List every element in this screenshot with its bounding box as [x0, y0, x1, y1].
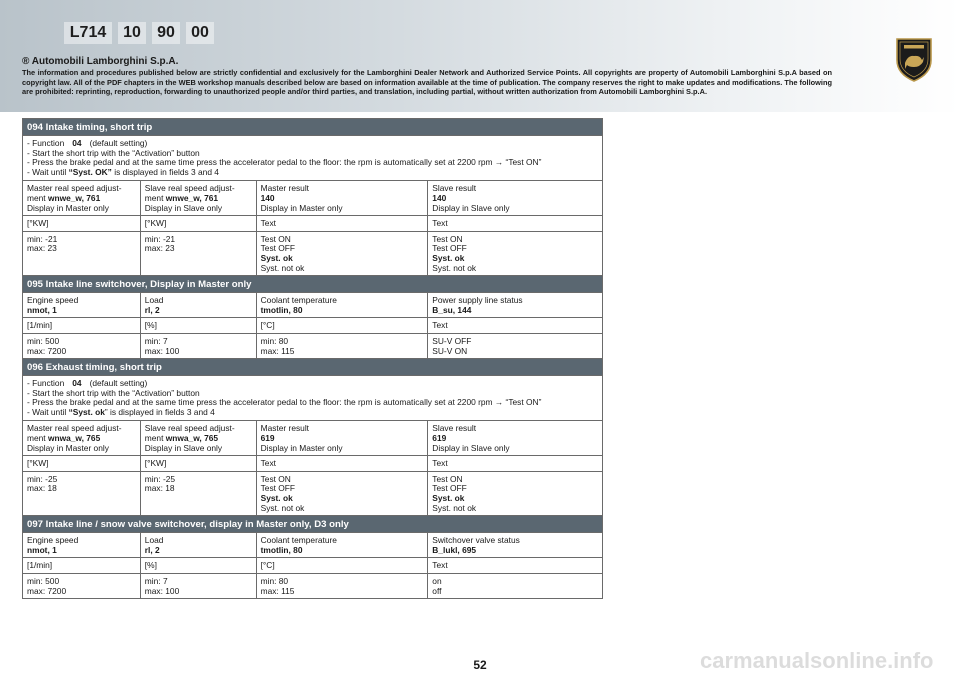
range-cell: Test ON Test OFF Syst. ok Syst. not ok [428, 471, 603, 515]
field-cell: Master real speed adjust- ment wnwa_w, 765 Display in Master only [23, 421, 141, 456]
watermark: carmanualsonline.info [700, 648, 934, 673]
field-cell: Coolant temperature tmotlin, 80 [256, 533, 428, 558]
unit-cell: [1/min] [23, 558, 141, 574]
range-row [23, 231, 603, 275]
range-cell: Test ON Test OFF Syst. ok Syst. not ok [428, 231, 603, 275]
code-section: 00 [186, 22, 214, 44]
unit-cell: [°C] [256, 318, 428, 334]
range-cell: min: 500 max: 7200 [23, 333, 141, 358]
range-row [23, 471, 603, 515]
section-title: 095 Intake line switchover, Display in Master only [23, 276, 603, 293]
unit-cell: Text [256, 216, 428, 232]
instruction-cell: - Function 04 (default setting) - Start the short trip with the “Activation” button - Press the brake pedal and at the same time press the accelerator pedal to the floor: the rpm is automatically set at 2200 rpm → “Test ON” - Wait until “Syst. OK” is displayed in fields 3 and 4 [23, 136, 603, 181]
field-name-row [23, 421, 603, 456]
range-cell: SU-V OFF SU-V ON [428, 333, 603, 358]
unit-cell: [°KW] [23, 456, 141, 472]
instruction-cell: - Function 04 (default setting) - Start the short trip with the “Activation” button - Press the brake pedal and at the same time press the accelerator pedal to the floor: the rpm is automatically set at 2200 rpm → “Test ON” - Wait until “Syst. ok” is displayed in fields 3 and 4 [23, 376, 603, 421]
copyright-notice: The information and procedures published below are strictly confidential and exclusively for the Lamborghini Dealer Network and Authorized Service Points. All copyrights are property of Automobili Lamborghini S.p.A based on copyright law. All of the PDF chapters in the WEB workshop manuals described below are based on information available at the time of publication. The company reserves the right to make updates and modifications. The following are prohibited: reprinting, reproduction, forwarding to unauthorized people and/or third parties, and translation, including partial, without written authorization from Automobili Lamborghini S.p.A. [22, 68, 832, 97]
unit-cell: [%] [140, 558, 256, 574]
range-cell: min: 80 max: 115 [256, 333, 428, 358]
unit-cell: [°C] [256, 558, 428, 574]
range-cell: min: 500 max: 7200 [23, 574, 141, 599]
field-name-row [23, 181, 603, 216]
field-cell: Slave result 140 Display in Slave only [428, 181, 603, 216]
unit-cell: Text [428, 456, 603, 472]
code-subgroup: 90 [152, 22, 180, 44]
section-header-row [23, 359, 603, 376]
field-cell: Slave result 619 Display in Slave only [428, 421, 603, 456]
range-cell: min: 7 max: 100 [140, 333, 256, 358]
range-cell: min: -25 max: 18 [140, 471, 256, 515]
unit-cell: [°KW] [23, 216, 141, 232]
brand-title: ® Automobili Lamborghini S.p.A. [22, 56, 179, 67]
section-header-row [23, 516, 603, 533]
function-number: 04 [72, 138, 82, 148]
field-cell: Master result 140 Display in Master only [256, 181, 428, 216]
unit-cell: Text [428, 558, 603, 574]
field-cell: Slave real speed adjust- ment wnwe_w, 761 Display in Slave only [140, 181, 256, 216]
range-cell: min: -21 max: 23 [23, 231, 141, 275]
field-cell: Switchover valve status B_lukl, 695 [428, 533, 603, 558]
section-title: 097 Intake line / snow valve switchover, display in Master only, D3 only [23, 516, 603, 533]
field-cell: Engine speed nmot, 1 [23, 293, 141, 318]
section-header-row [23, 119, 603, 136]
unit-cell: [°KW] [140, 456, 256, 472]
field-cell: Load rl, 2 [140, 533, 256, 558]
range-cell: min: -25 max: 18 [23, 471, 141, 515]
field-cell: Slave real speed adjust- ment wnwa_w, 765 Display in Slave only [140, 421, 256, 456]
instruction-row [23, 136, 603, 181]
code-model: L714 [64, 22, 112, 44]
field-name-row [23, 533, 603, 558]
unit-cell: [1/min] [23, 318, 141, 334]
range-cell: min: -21 max: 23 [140, 231, 256, 275]
section-title: 094 Intake timing, short trip [23, 119, 603, 136]
section-title: 096 Exhaust timing, short trip [23, 359, 603, 376]
unit-cell: Text [428, 216, 603, 232]
range-cell: Test ON Test OFF Syst. ok Syst. not ok [256, 231, 428, 275]
field-name-row [23, 293, 603, 318]
range-row [23, 333, 603, 358]
range-cell: Test ON Test OFF Syst. ok Syst. not ok [256, 471, 428, 515]
field-cell: Power supply line status B_su, 144 [428, 293, 603, 318]
field-cell: Master result 619 Display in Master only [256, 421, 428, 456]
function-number: 04 [72, 378, 82, 389]
range-cell: min: 80 max: 115 [256, 574, 428, 599]
unit-row [23, 558, 603, 574]
field-cell: Engine speed nmot, 1 [23, 533, 141, 558]
unit-cell: [°KW] [140, 216, 256, 232]
instruction-row [23, 376, 603, 421]
range-cell: min: 7 max: 100 [140, 574, 256, 599]
page-number: 52 [473, 658, 487, 672]
field-cell: Coolant temperature tmotlin, 80 [256, 293, 428, 318]
unit-cell: Text [428, 318, 603, 334]
measuring-blocks-table [22, 118, 603, 599]
field-cell: Load rl, 2 [140, 293, 256, 318]
range-cell: on off [428, 574, 603, 599]
unit-cell: Text [256, 456, 428, 472]
unit-row [23, 456, 603, 472]
field-cell: Master real speed adjust- ment wnwe_w, 761 Display in Master only [23, 181, 141, 216]
section-header-row [23, 276, 603, 293]
unit-row [23, 318, 603, 334]
document-code-bar [64, 22, 220, 44]
unit-cell: [%] [140, 318, 256, 334]
unit-row [23, 216, 603, 232]
range-row [23, 574, 603, 599]
lamborghini-logo-icon [895, 36, 933, 82]
code-group: 10 [118, 22, 146, 44]
